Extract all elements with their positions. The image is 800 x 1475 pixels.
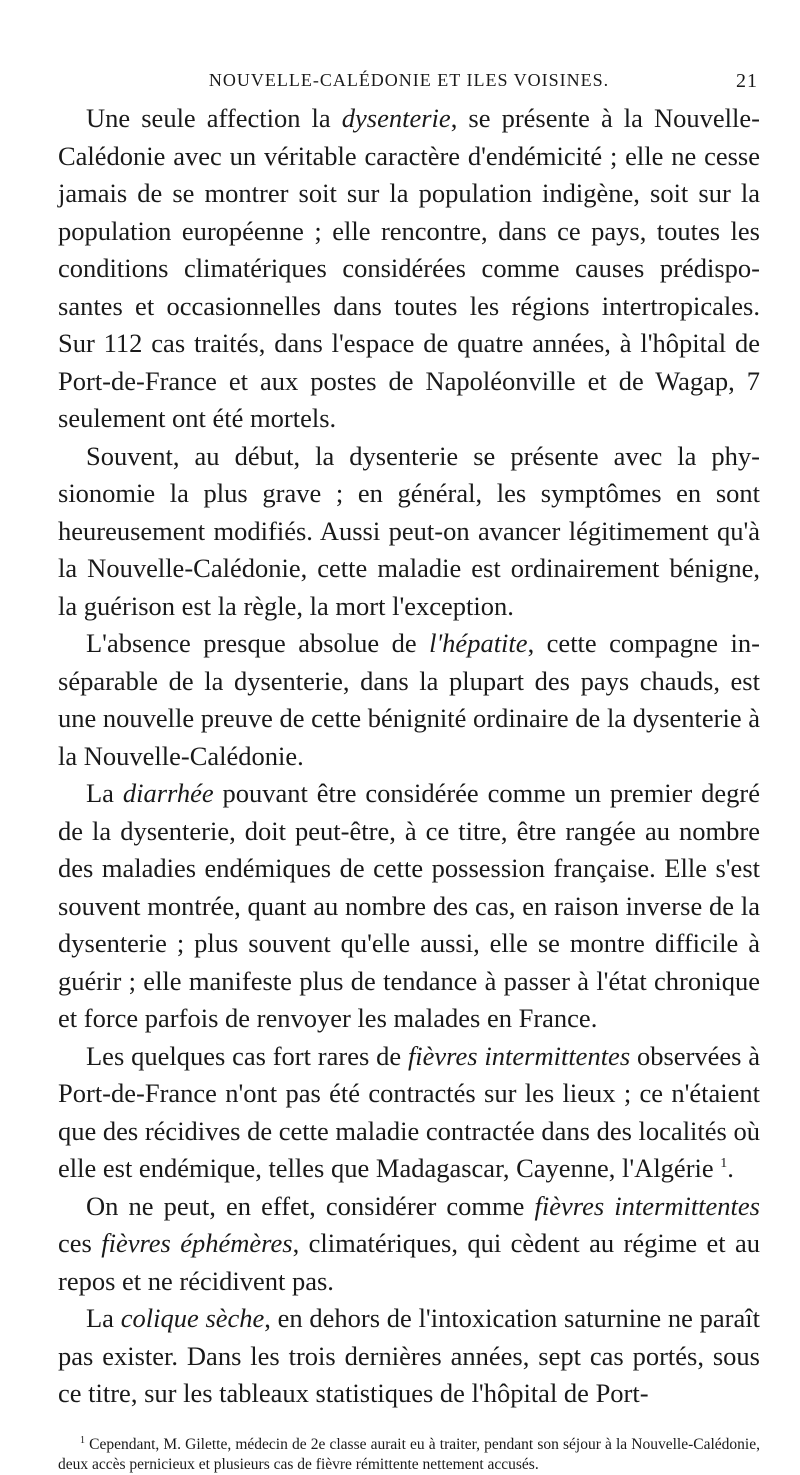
italic-term: l'hépatite	[429, 628, 528, 658]
italic-term: colique sèche	[120, 1303, 265, 1333]
text-run: On ne peut, en effet, considérer comme	[86, 1190, 535, 1221]
footnote-ref: 1	[720, 1156, 728, 1171]
text-run: Les quelques cas fort rares de	[86, 1040, 408, 1071]
text-run: ces	[58, 1228, 102, 1258]
text-run: , se présente à la Nouvelle-Calédonie avec un véritable caractère d'endémicité ; elle ne cesse jamais de se montrer soit sur la population indigène, soit sur la population européenne ; elle rencontre, dans ce pays, toutes les conditions climatériques considérées comme causes prédisposantes et occasionnelles dans toutes les régions intertropicales. Sur 112 cas traités, dans l'espace de quatre années, à l'hôpital de Port-de-France et aux postes de Napoléonville et de Wagap, 7 seulement ont été mortels.	[58, 103, 760, 433]
italic-term: fièvres éphémères	[101, 1228, 293, 1258]
text-run: , climatériques, qui cèdent au régime et au repos et ne récidivent pas.	[58, 1228, 760, 1296]
italic-term: diarrhée	[122, 778, 214, 808]
italic-term: dysenterie	[341, 103, 451, 133]
paragraph-hepatite	[58, 625, 760, 775]
text-run: .	[727, 1153, 734, 1183]
paragraph-diarrhee	[58, 775, 760, 1038]
body-text	[58, 100, 760, 1413]
paragraph-fievres-intermittentes	[58, 1038, 760, 1188]
footnote-text: Cependant, M. Gilette, médecin de 2e classe aurait eu à traiter, pendant son séjour à la Nouvelle-Calédonie, deux accès pernicieux et plusieurs cas de fièvre rémittente nettement accusés.	[58, 1435, 760, 1473]
page-number: 21	[736, 70, 758, 92]
text-run: , cette compagne inséparable de la dysenterie, dans la plupart des pays chauds, est une nouvelle preuve de cette bénignité ordinaire de la dysenterie à la Nouvelle-Calédonie.	[58, 628, 760, 771]
text-run: Une seule affection la	[86, 103, 342, 133]
paragraph-colique-seche	[58, 1300, 760, 1413]
footnote-1	[58, 1435, 760, 1475]
paragraph-benignite	[58, 438, 760, 626]
italic-term: fièvres intermittentes	[534, 1190, 760, 1221]
text-run: L'absence presque absolue de	[86, 628, 430, 658]
footnotes	[58, 1435, 760, 1475]
text-run: observées à Port-de-France n'ont pas été contractés sur les lieux ; ce n'étaient que des récidives de cette maladie contractée dans des localités où elle est endémique, telles que Madagascar, Cayenne, l'Algérie	[58, 1040, 761, 1183]
italic-term: fièvres intermittentes	[407, 1040, 631, 1071]
running-head	[58, 70, 760, 100]
paragraph-fievres-ephemeres	[58, 1188, 760, 1301]
footnote-marker: 1	[80, 1434, 85, 1446]
running-title: NOUVELLE-CALÉDONIE ET ILES VOISINES.	[208, 70, 610, 90]
text-run: pouvant être considérée comme un premier degré de la dysenterie, doit peut-être, à ce titre, être rangée au nombre des maladies endémiques de cette possession française. Elle s'est souvent montrée, quant au nombre des cas, en raison inverse de la dysenterie ; plus souvent qu'elle aussi, elle se montre difficile à guérir ; elle manifeste plus de tendance à passer à l'état chronique et force parfois de renvoyer les malades en France.	[58, 778, 760, 1033]
text-run: , en dehors de l'intoxication saturnine ne paraît pas exister. Dans les trois dernières années, sept cas portés, sous ce titre, sur les tableaux statistiques de l'hôpital de Port-	[58, 1303, 760, 1408]
text-run: La	[86, 1303, 121, 1333]
paragraph-dysenterie	[58, 100, 760, 438]
text-run: Souvent, au début, la dysenterie se présente avec la physionomie la plus grave ; en général, les symptômes en sont heureusement modifiés. Aussi peut-on avancer légitimement qu'à la Nouvelle-Calédonie, cette maladie est ordinairement bénigne, la guérison est la règle, la mort l'exception.	[58, 440, 760, 621]
text-run: La	[86, 778, 123, 808]
